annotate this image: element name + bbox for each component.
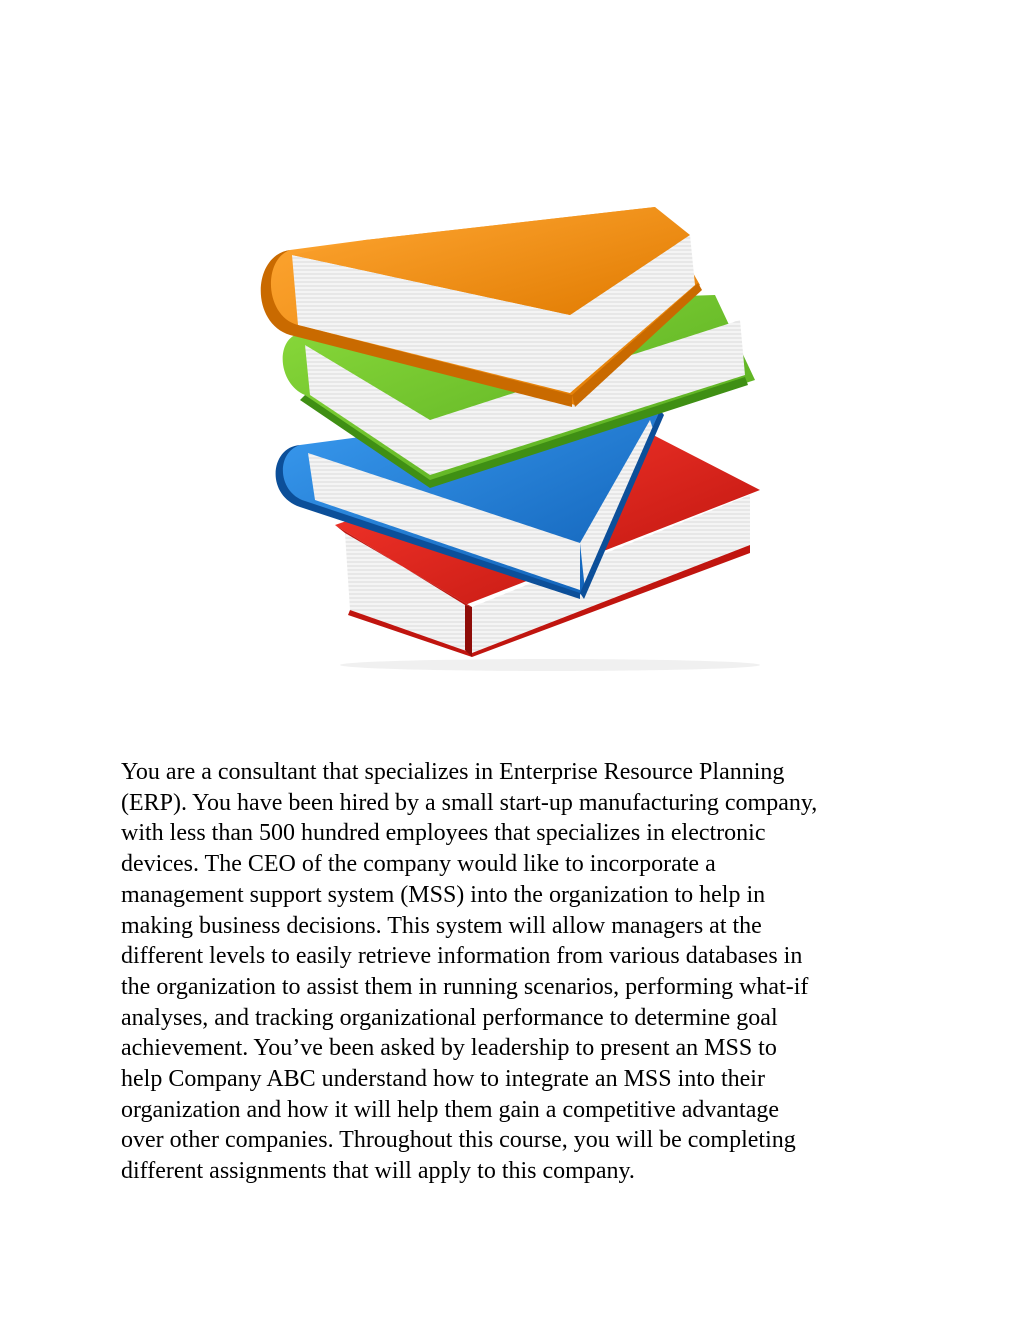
stack-of-books-icon <box>250 195 780 675</box>
paragraph-line: management support system (MSS) into the organization to help in <box>121 881 766 908</box>
body-paragraph <box>121 757 921 1187</box>
paragraph-line: You are a consultant that specializes in Enterprise Resource Planning <box>121 759 785 785</box>
paragraph-line: organization and how it will help them gain a competitive advantage <box>121 1096 780 1123</box>
paragraph-line: different levels to easily retrieve information from various databases in <box>121 943 803 970</box>
paragraph-line: devices. The CEO of the company would like to incorporate a <box>121 851 716 878</box>
paragraph-line: the organization to assist them in running scenarios, performing what-if <box>121 973 809 1000</box>
paragraph-line: achievement. You’ve been asked by leadership to present an MSS to <box>121 1035 777 1062</box>
paragraph-line: (ERP). You have been hired by a small start-up manufacturing company, <box>121 789 818 816</box>
paragraph-line: analyses, and tracking organizational performance to determine goal <box>121 1004 778 1031</box>
paragraph-line: with less than 500 hundred employees that specializes in electronic <box>121 820 766 847</box>
paragraph-line: different assignments that will apply to this company. <box>121 1158 635 1185</box>
paragraph-line: making business decisions. This system will allow managers at the <box>121 912 762 939</box>
paragraph-line: help Company ABC understand how to integrate an MSS into their <box>121 1066 765 1093</box>
paragraph-line: over other companies. Throughout this course, you will be completing <box>121 1127 796 1154</box>
